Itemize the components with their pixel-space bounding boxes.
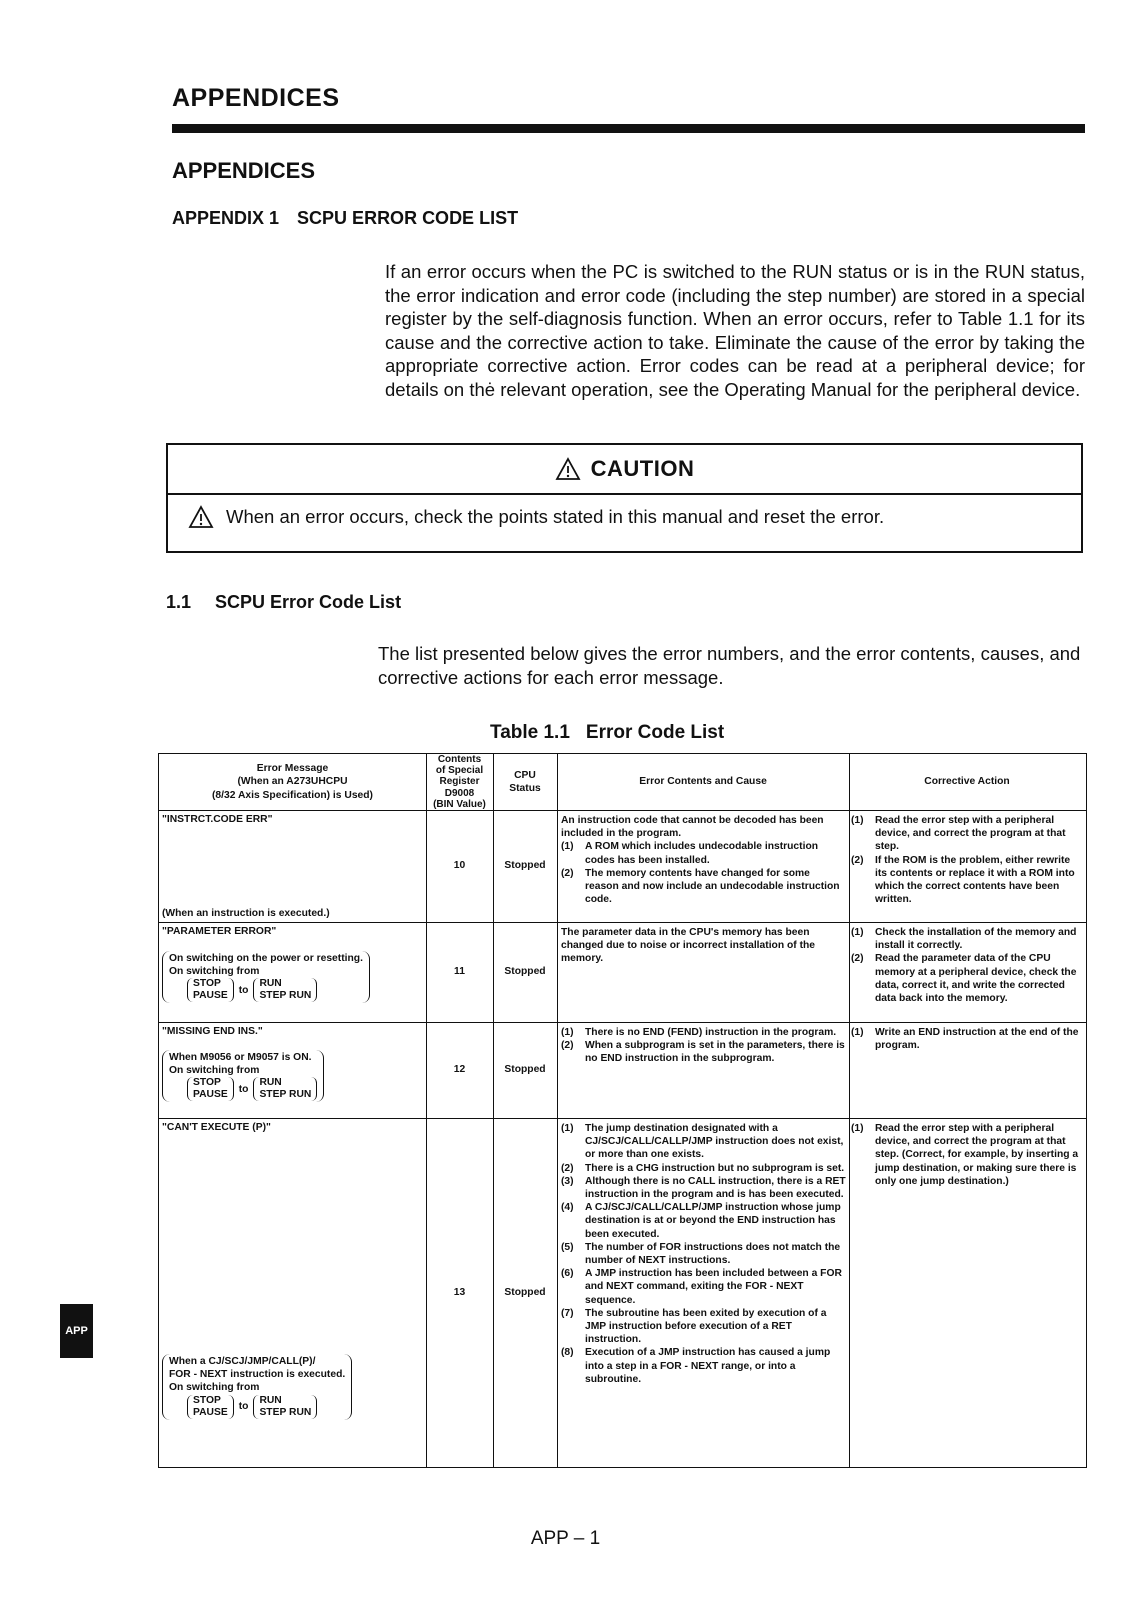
item-number: (2)	[561, 867, 574, 879]
appendix-heading	[172, 208, 518, 229]
item-number: (2)	[561, 1162, 574, 1174]
item-number: (2)	[851, 854, 864, 866]
row1-note: (When an instruction is executed.)	[162, 908, 330, 919]
switch-condition	[169, 978, 363, 1002]
warning-triangle-icon	[555, 457, 581, 481]
header-cpu-line: CPU	[514, 769, 536, 781]
row1-cause-intro: An instruction code that cannot be decoded has been included in the program.	[561, 815, 824, 840]
header-reg-line: of Special	[435, 765, 484, 777]
list-item	[561, 840, 846, 866]
item-number: (1)	[851, 815, 864, 826]
list-item	[561, 1241, 846, 1267]
item-text: A CJ/SCJ/CALL/CALLP/JMP instruction whose jump destination is at or beyond the END instruction has been executed.	[585, 1202, 841, 1240]
subsection-number: 1.1	[166, 592, 192, 612]
row4-error-message: "CAN'T EXECUTE (P)"	[162, 1122, 271, 1133]
page-header-title: APPENDICES	[172, 84, 340, 112]
item-text: There is no END (FEND) instruction in the program.	[585, 1027, 837, 1038]
list-item	[561, 1039, 846, 1065]
list-item	[851, 814, 1083, 854]
switch-condition	[169, 1077, 317, 1101]
intro-paragraph: If an error occurs when the PC is switched to the RUN status or is in the RUN status, the error indication and error code (including the step number) are stored in a special register by the self-diagnosis function. When an error occurs, refer to Table 1.1 for its cause and the corrective action to take. Eliminate the cause of the error by taking the appropriate corrective action. Error codes can be read at a peripheral device; for details on thė relevant operation, see the Operating Manual for the peripheral device.	[385, 261, 1085, 400]
row4-cause-list	[561, 1122, 846, 1386]
subsection-paragraph: The list presented below gives the error numbers, and the error contents, causes, and corrective actions for each error message.	[378, 643, 1081, 688]
header-corrective-action: Corrective Action	[924, 776, 1010, 788]
page-number: APP – 1	[530, 1528, 601, 1549]
switch-step-run: STEP RUN	[259, 990, 312, 1002]
list-item	[561, 1346, 846, 1386]
item-number: (1)	[561, 1027, 574, 1038]
switch-target	[253, 1077, 317, 1101]
row1-action-list	[851, 814, 1083, 906]
header-error-message	[159, 754, 426, 810]
row3-error-message: "MISSING END INS."	[162, 1026, 263, 1037]
item-text: When a subprogram is set in the parameters, there is no END instruction in the subprogram.	[585, 1040, 845, 1065]
item-text: If the ROM is the problem, either rewrite its contents or replace it with a ROM into which the correct contents have been written.	[875, 854, 1075, 906]
row1-code: 10	[453, 860, 466, 872]
row2-action-list	[851, 926, 1083, 1005]
item-number: (1)	[851, 1123, 864, 1134]
row-divider	[159, 810, 1086, 811]
row3-cause-list	[561, 1026, 846, 1066]
caution-title-bar	[168, 445, 1081, 495]
table-caption-title: Error Code List	[585, 722, 725, 743]
table-caption-number: Table 1.1	[490, 722, 570, 743]
switch-stop: STOP	[193, 1077, 221, 1089]
note-line: On switching from	[169, 1065, 260, 1077]
list-item	[851, 1026, 1083, 1052]
row2-action	[851, 926, 1083, 1005]
row2-note	[162, 951, 387, 1003]
row1-status: Stopped	[504, 860, 546, 872]
header-reg-line: Register	[439, 776, 480, 788]
switch-stop: STOP	[193, 978, 221, 990]
list-item	[851, 926, 1083, 952]
row3-action-list	[851, 1026, 1083, 1052]
row4-note	[162, 1354, 367, 1420]
switch-to: to	[238, 1083, 249, 1095]
row4-cause	[561, 1122, 846, 1386]
caution-box	[166, 443, 1083, 553]
item-text: A JMP instruction has been included between a FOR and NEXT command, exiting the FOR - NEXT sequence.	[585, 1268, 842, 1306]
item-text: There is a CHG instruction but no subprogram is set.	[585, 1162, 845, 1174]
row3-status: Stopped	[504, 1064, 546, 1076]
item-number: (5)	[561, 1241, 574, 1253]
header-error-contents: Error Contents and Cause	[639, 776, 767, 788]
caution-body	[168, 495, 1081, 529]
switch-condition	[169, 1395, 345, 1419]
header-reg-line: (BIN Value)	[433, 798, 486, 810]
subsection-title: SCPU Error Code List	[215, 592, 402, 612]
side-tab-app: APP	[60, 1304, 93, 1358]
item-text: The jump destination designated with a CJ/SCJ/CALL/CALLP/JMP instruction does not exist, or more than one exists.	[585, 1123, 844, 1161]
appendix-number: APPENDIX 1	[172, 208, 280, 228]
switch-pause: PAUSE	[193, 1406, 228, 1418]
note-line: On switching from	[169, 1382, 260, 1394]
row3-cause	[561, 1026, 846, 1066]
item-number: (1)	[851, 1027, 864, 1038]
switch-from	[187, 978, 234, 1002]
switch-run: RUN	[259, 978, 282, 990]
list-item	[851, 952, 1083, 1005]
list-item	[561, 867, 846, 907]
list-item	[851, 1122, 1083, 1188]
item-number: (1)	[851, 927, 864, 938]
item-text: The memory contents have changed for some reason and now include an undecodable instruction code.	[585, 867, 840, 906]
item-number: (2)	[851, 953, 864, 965]
row1-cause	[561, 814, 846, 906]
header-reg-line: D9008	[444, 787, 475, 799]
row4-status: Stopped	[504, 1286, 546, 1298]
switch-step-run: STEP RUN	[259, 1406, 312, 1418]
row1-cause-list	[561, 840, 846, 906]
item-number: (7)	[561, 1307, 574, 1319]
header-cpu-line: Status	[509, 783, 541, 794]
appendix-title: SCPU ERROR CODE LIST	[297, 208, 519, 228]
item-number: (4)	[561, 1202, 574, 1214]
list-item	[561, 1201, 846, 1241]
row-divider	[159, 922, 1086, 923]
list-item	[561, 1026, 846, 1039]
row-divider	[159, 1118, 1086, 1119]
row4-code: 13	[453, 1286, 466, 1298]
item-text: Check the installation of the memory and install it correctly.	[875, 927, 1077, 952]
row1-action	[851, 814, 1083, 906]
item-text: Write an END instruction at the end of the program.	[875, 1027, 1079, 1052]
list-item	[561, 1175, 846, 1201]
item-text: Read the error step with a peripheral device, and correct the program at that step. (Correct, for example, by inserting a jump destination, or making sure there is only one jump destination.)	[875, 1123, 1079, 1187]
list-item	[561, 1162, 846, 1175]
row2-code: 11	[454, 966, 465, 978]
item-number: (1)	[561, 1123, 574, 1134]
header-cpu-status	[493, 754, 557, 810]
row2-status: Stopped	[504, 966, 546, 978]
row2-note-bracket	[162, 951, 370, 1003]
item-text: Read the parameter data of the CPU memory at a peripheral device, check the data, correct it, and write the corrected data back into the memory.	[875, 953, 1077, 1005]
table-caption	[490, 722, 724, 744]
row1-error-message: "INSTRCT.CODE ERR"	[162, 814, 273, 825]
list-item	[561, 1122, 846, 1162]
item-text: The subroutine has been exited by execution of a JMP instruction before execution of a RET instruction.	[585, 1307, 827, 1346]
header-msg-line: (8/32 Axis Specification) is Used)	[212, 789, 373, 801]
item-text: The number of FOR instructions does not match the number of NEXT instructions.	[585, 1241, 841, 1267]
item-text: Although there is no CALL instruction, there is a RET instruction in the program and is has been executed.	[585, 1175, 846, 1201]
caution-title: CAUTION	[590, 456, 695, 481]
error-code-table	[158, 753, 1087, 1468]
list-item	[561, 1267, 846, 1307]
header-reg-line: Contents	[437, 754, 482, 765]
list-item	[561, 1307, 846, 1347]
note-line: When a CJ/SCJ/JMP/CALL(P)/	[169, 1356, 316, 1367]
row2-error-message: "PARAMETER ERROR"	[162, 926, 277, 937]
row4-note-bracket	[162, 1354, 352, 1420]
row3-note	[162, 1050, 342, 1102]
item-text: A ROM which includes undecodable instruction codes has been installed.	[585, 841, 819, 866]
note-line: On switching from	[169, 966, 260, 978]
row4-action	[851, 1122, 1083, 1188]
list-item	[851, 854, 1083, 907]
header-msg-line: (When an A273UHCPU	[237, 776, 348, 788]
switch-target	[253, 1395, 317, 1419]
item-number: (1)	[561, 841, 574, 853]
switch-stop: STOP	[193, 1394, 221, 1406]
item-text: Read the error step with a peripheral device, and correct the program at that step.	[875, 815, 1066, 853]
row3-code: 12	[453, 1064, 466, 1076]
header-special-register	[426, 754, 493, 810]
switch-pause: PAUSE	[193, 1089, 228, 1101]
item-number: (6)	[561, 1268, 574, 1280]
note-line: On switching on the power or resetting.	[169, 953, 363, 964]
col-divider	[849, 754, 850, 1467]
switch-pause: PAUSE	[193, 990, 228, 1002]
row-divider	[159, 1022, 1086, 1023]
item-text: Execution of a JMP instruction has caused a jump into a step in a FOR - NEXT range, or into a subroutine.	[585, 1347, 831, 1385]
item-number: (8)	[561, 1347, 574, 1359]
subsection-heading	[166, 592, 401, 613]
row3-note-bracket	[162, 1050, 324, 1102]
row2-cause: The parameter data in the CPU's memory has been changed due to noise or incorrect installation of the memory.	[561, 927, 816, 965]
col-divider	[557, 754, 558, 1467]
note-line: FOR - NEXT instruction is executed.	[169, 1369, 346, 1381]
switch-run: RUN	[259, 1077, 282, 1089]
row3-action	[851, 1026, 1083, 1052]
section-title: APPENDICES	[172, 158, 316, 183]
warning-triangle-icon	[188, 505, 214, 529]
switch-to: to	[238, 1401, 249, 1412]
switch-to: to	[238, 984, 249, 996]
item-number: (2)	[561, 1040, 574, 1052]
row4-action-list	[851, 1122, 1083, 1188]
switch-step-run: STEP RUN	[259, 1089, 312, 1101]
switch-run: RUN	[259, 1394, 282, 1406]
item-number: (3)	[561, 1175, 574, 1187]
caution-text: When an error occurs, check the points stated in this manual and reset the error.	[226, 506, 885, 527]
note-line: When M9056 or M9057 is ON.	[169, 1052, 312, 1063]
header-rule	[172, 124, 1085, 133]
header-msg-line: Error Message	[256, 763, 329, 775]
switch-target	[253, 978, 317, 1002]
switch-from	[187, 1395, 234, 1419]
switch-from	[187, 1077, 234, 1101]
